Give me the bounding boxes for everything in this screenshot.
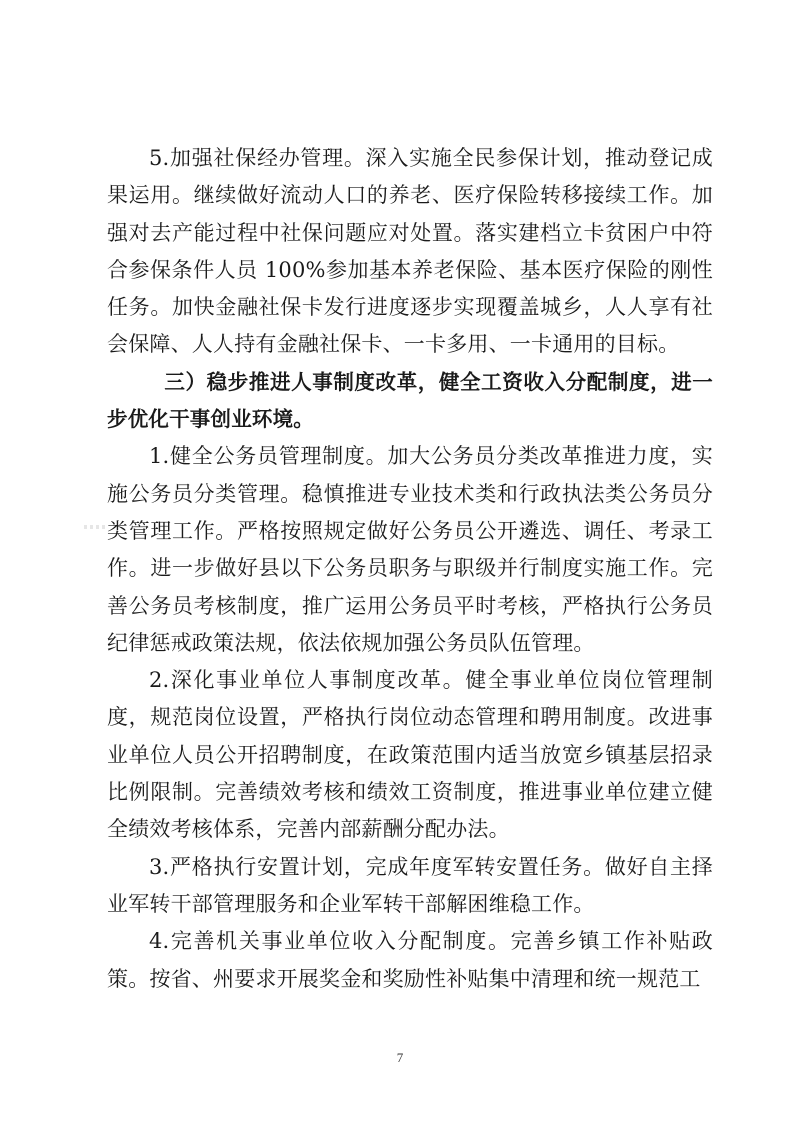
section-heading: 三）稳步推进人事制度改革，健全工资收入分配制度，进一步优化干事创业环境。	[107, 369, 713, 432]
paragraph-social-insurance: 5.加强社保经办管理。深入实施全民参保计划，推动登记成果运用。继续做好流动人口的养老、医疗保险转移接续工作。加强对去产能过程中社保问题应对处置。落实建档立卡贫困户中符合参保条件人员 100%参加基本养老保险、基本医疗保险的刚性任务。加快金融社保卡发行进度逐步实现覆盖城乡，人人享有社会保障、人人持有金融社保卡、一卡多用、一卡通用的目标。	[107, 146, 713, 357]
margin-mark	[84, 525, 106, 529]
paragraph-civil-servant: 1.健全公务员管理制度。加大公务员分类改革推进力度，实施公务员分类管理。稳慎推进专业技术类和行政执法类公务员分类管理工作。严格按照规定做好公务员公开遴选、调任、考录工作。进一步做好县以下公务员职务与职级并行制度实施工作。完善公务员考核制度，推广运用公务员平时考核，严格执行公务员纪律惩戒政策法规，依法依规加强公务员队伍管理。	[107, 444, 713, 655]
document-body	[107, 140, 713, 998]
paragraph-military-resettlement: 3.严格执行安置计划，完成年度军转安置任务。做好自主择业军转干部管理服务和企业军转干部解困维稳工作。	[107, 854, 713, 916]
page-number: 7	[396, 1050, 404, 1065]
paragraph-income-distribution: 4.完善机关事业单位收入分配制度。完善乡镇工作补贴政策。按省、州要求开展奖金和奖励性补贴集中清理和统一规范工	[107, 929, 713, 991]
paragraph-public-institution: 2.深化事业单位人事制度改革。健全事业单位岗位管理制度，规范岗位设置，严格执行岗位动态管理和聘用制度。改进事业单位人员公开招聘制度，在政策范围内适当放宽乡镇基层招录比例限制。完善绩效考核和绩效工资制度，推进事业单位建立健全绩效考核体系，完善内部薪酬分配办法。	[107, 668, 713, 842]
